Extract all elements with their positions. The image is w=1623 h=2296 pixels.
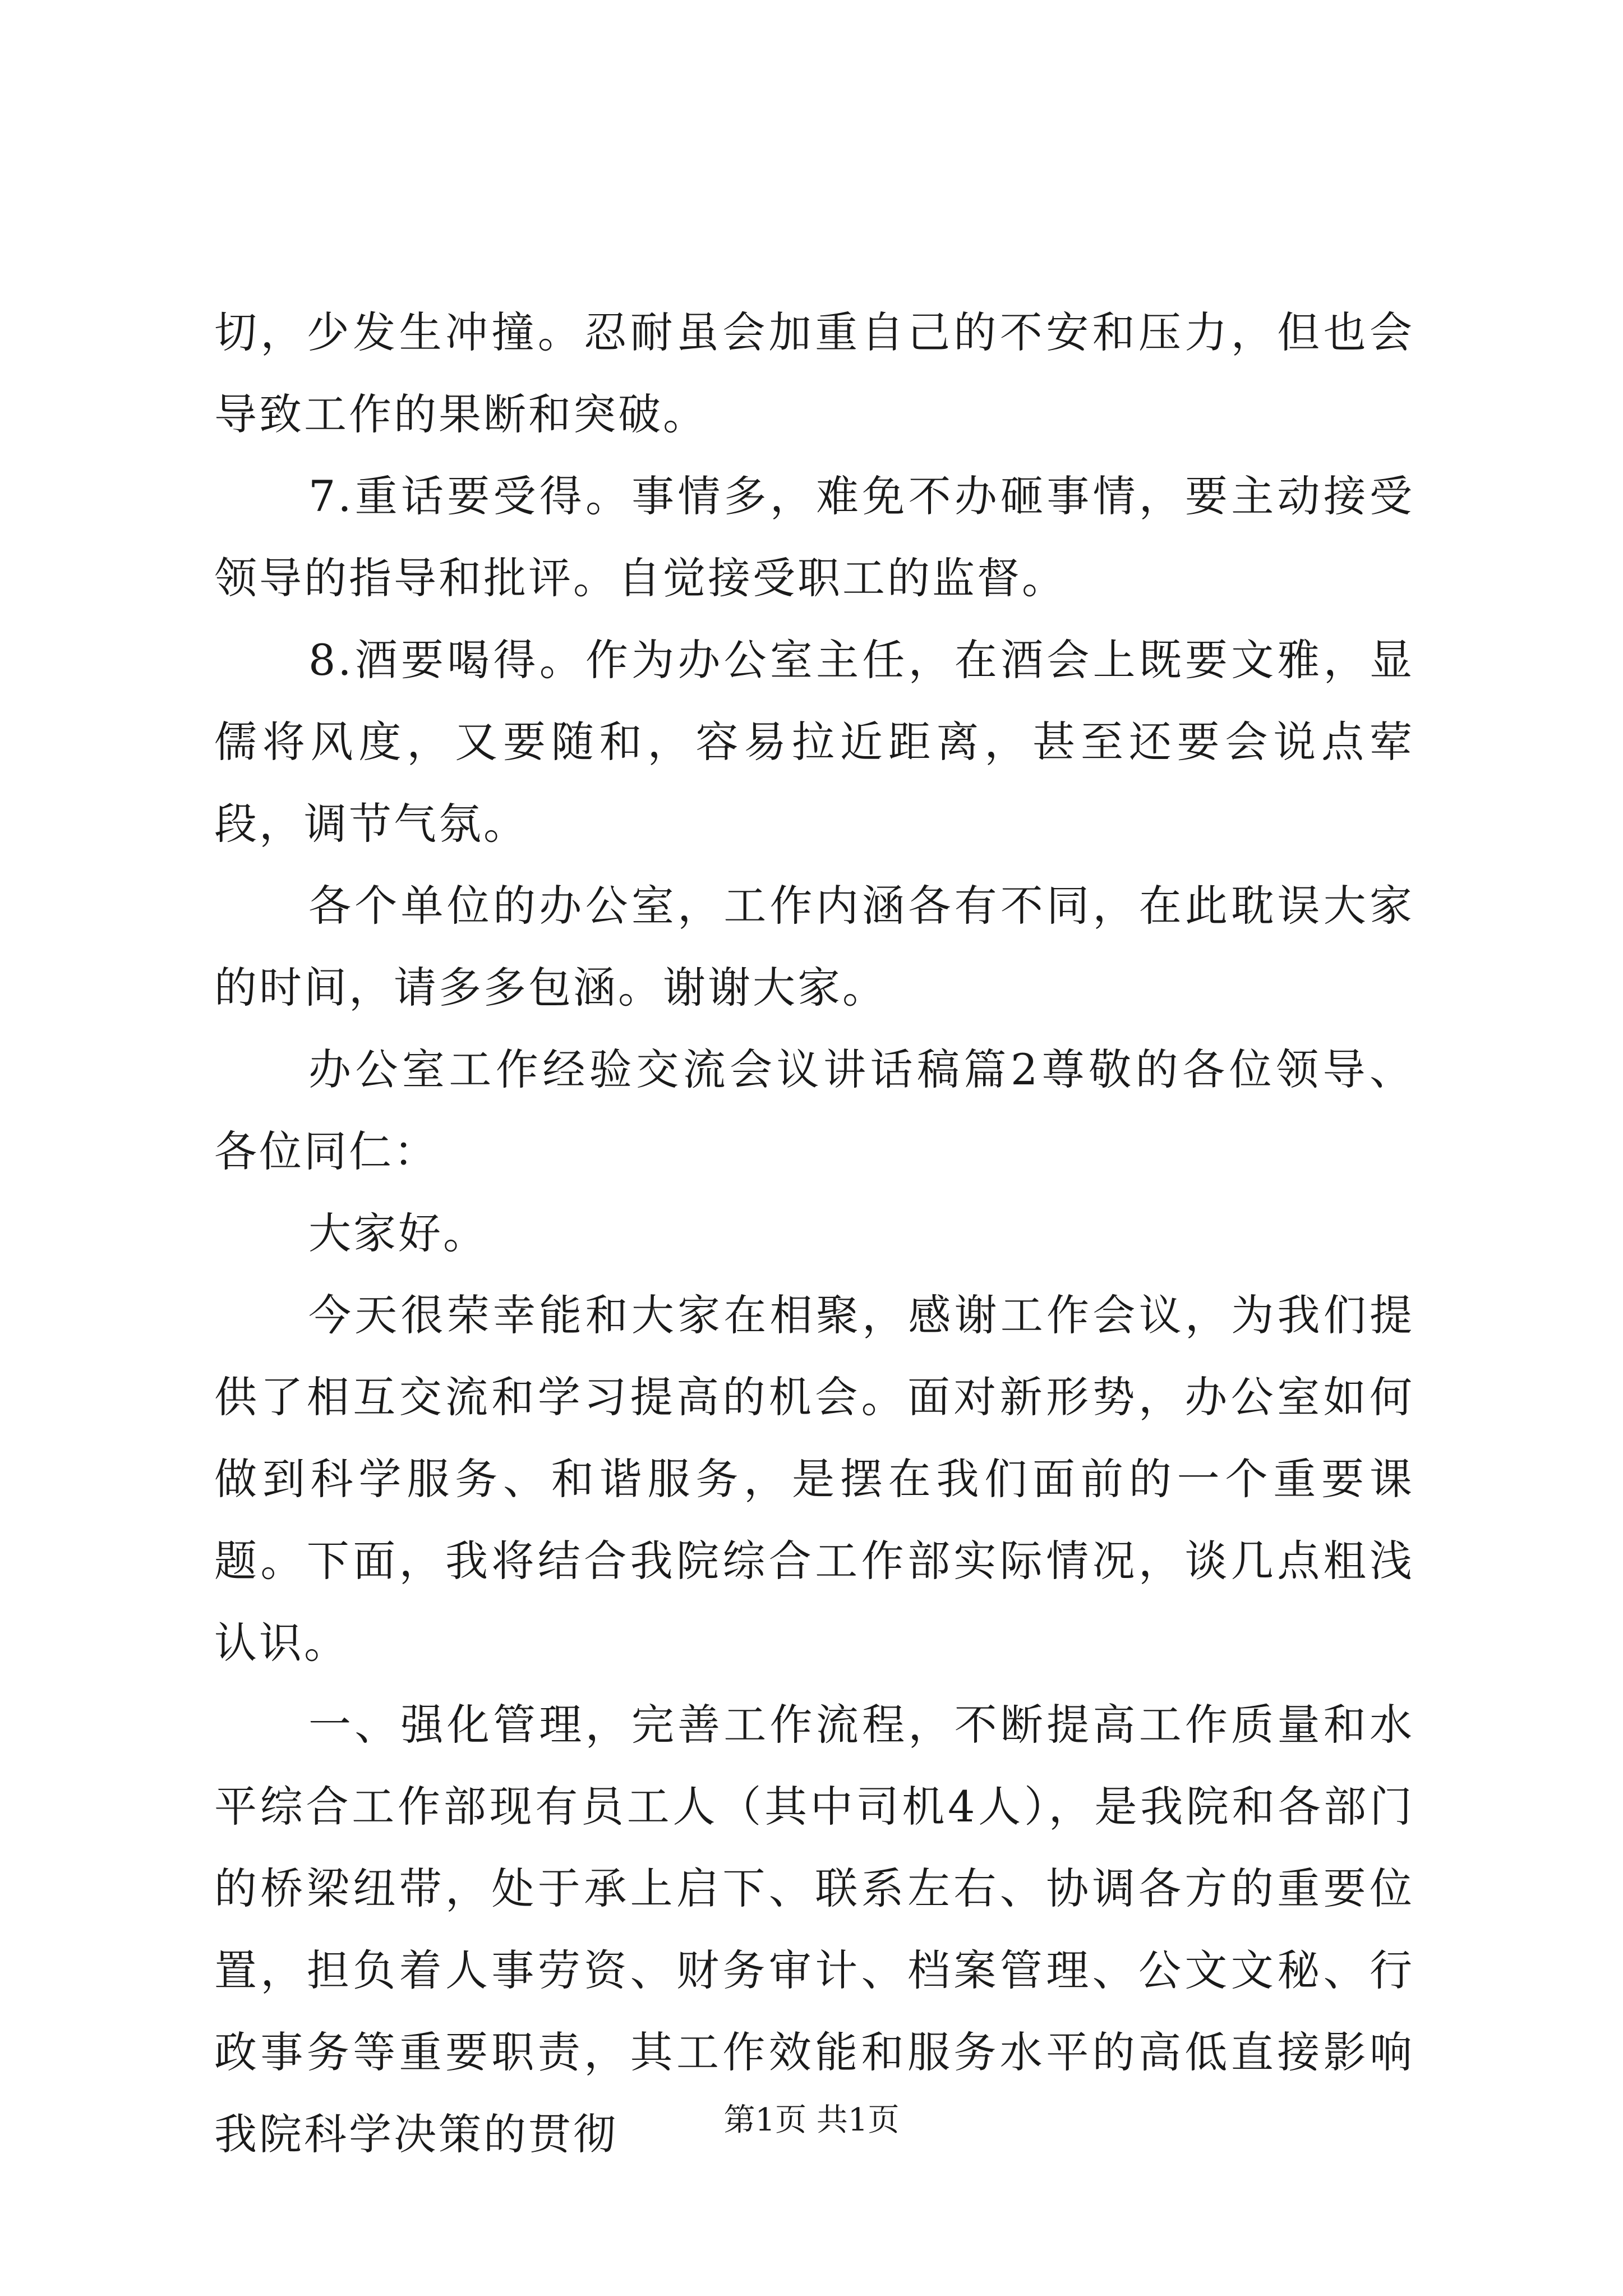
paragraph-section-1: 一、强化管理，完善工作流程，不断提高工作质量和水平综合工作部现有员工人（其中司机4人），是我院和各部门的桥梁纽带，处于承上启下、联系左右、协调各方的重要位置，担负着人事劳资、财务审计、档案管理、公文文秘、行政事务等重要职责，其工作效能和服务水平的高低直接影响我院科学决策的贯彻: [214, 1700, 1414, 2159]
paragraph-greeting: 大家好。: [308, 1208, 488, 1258]
document-body: [214, 292, 1414, 2175]
paragraph-item-7: 7.重话要受得。事情多，难免不办砸事情，要主动接受领导的指导和批评。自觉接受职工的监督。: [214, 471, 1414, 603]
paragraph-introduction: 今天很荣幸能和大家在相聚，感谢工作会议，为我们提供了相互交流和学习提高的机会。面对新形势，办公室如何做到科学服务、和谐服务，是摆在我们面前的一个重要课题。下面，我将结合我院综合工作部实际情况，谈几点粗浅认识。: [214, 1290, 1414, 1668]
page-footer: 第1页 共1页: [723, 2102, 900, 2138]
paragraph-continuation: 切，少发生冲撞。忍耐虽会加重自己的不安和压力，但也会导致工作的果断和突破。: [214, 307, 1414, 439]
paragraph-item-8: 8.酒要喝得。作为办公室主任，在酒会上既要文雅，显儒将风度，又要随和，容易拉近距离，甚至还要会说点荤段，调节气氛。: [214, 635, 1414, 849]
paragraph-closing: 各个单位的办公室，工作内涵各有不同，在此耽误大家的时间，请多多包涵。谢谢大家。: [214, 881, 1414, 1013]
paragraph-speech-2-heading: 办公室工作经验交流会议讲话稿篇2尊敬的各位领导、各位同仁：: [214, 1045, 1414, 1176]
